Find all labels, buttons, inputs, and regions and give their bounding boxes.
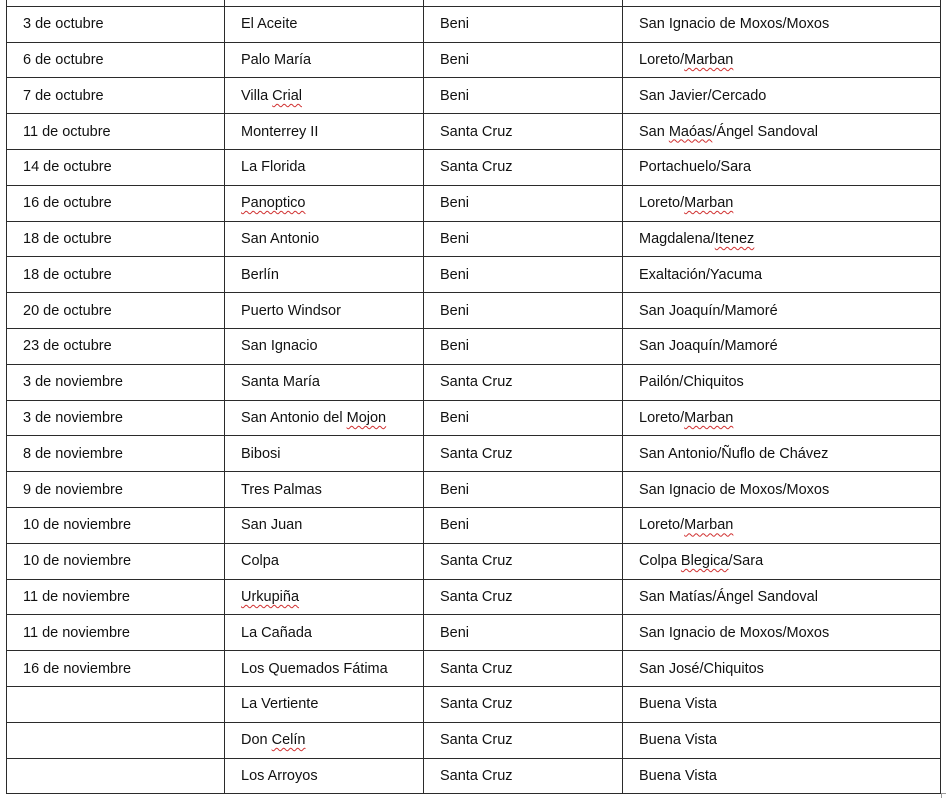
municipality-text: Buena Vista xyxy=(639,732,717,749)
date-cell[interactable]: 11 de noviembre xyxy=(7,615,225,651)
table-row xyxy=(7,758,941,794)
municipality-cell[interactable] xyxy=(623,722,941,758)
community-cell[interactable]: La Florida xyxy=(225,149,424,185)
municipality-text: Loreto/ xyxy=(639,51,685,68)
municipality-text: Loreto/ xyxy=(639,517,685,534)
table-row xyxy=(7,328,941,364)
community-text: Villa xyxy=(241,87,273,104)
municipality-cell[interactable] xyxy=(623,257,941,293)
municipality-cell[interactable] xyxy=(623,651,941,687)
table-row xyxy=(7,6,941,42)
spelling-flagged-word: Mojon xyxy=(346,409,387,426)
department-cell[interactable]: Beni xyxy=(424,257,623,293)
date-cell[interactable]: 6 de octubre xyxy=(7,42,225,78)
date-cell[interactable]: 18 de octubre xyxy=(7,221,225,257)
date-cell[interactable]: 3 de noviembre xyxy=(7,400,225,436)
community-cell[interactable] xyxy=(225,78,424,114)
spelling-flagged-word: Crial xyxy=(272,87,302,104)
date-cell[interactable]: 10 de noviembre xyxy=(7,543,225,579)
department-cell[interactable]: Beni xyxy=(424,42,623,78)
municipality-cell[interactable] xyxy=(623,615,941,651)
community-text: San Antonio del xyxy=(241,409,347,426)
department-cell[interactable]: Santa Cruz xyxy=(424,114,623,150)
date-cell[interactable] xyxy=(7,758,225,794)
department-cell[interactable]: Beni xyxy=(424,400,623,436)
spelling-flagged-word: Panoptico xyxy=(241,195,306,212)
community-cell[interactable]: Colpa xyxy=(225,543,424,579)
spelling-flagged-word: Marban xyxy=(684,195,734,212)
department-cell[interactable]: Beni xyxy=(424,615,623,651)
department-cell[interactable]: Beni xyxy=(424,472,623,508)
municipality-text-suffix: /Ángel Sandoval xyxy=(712,123,818,140)
municipality-cell[interactable] xyxy=(623,543,941,579)
municipality-text: Buena Vista xyxy=(639,767,717,784)
municipality-cell[interactable] xyxy=(623,42,941,78)
department-cell[interactable]: Beni xyxy=(424,6,623,42)
spelling-flagged-word: Maóas xyxy=(668,123,713,140)
municipality-cell[interactable] xyxy=(623,293,941,329)
municipality-cell[interactable] xyxy=(623,472,941,508)
community-cell[interactable]: San Juan xyxy=(225,507,424,543)
table-row xyxy=(7,686,941,722)
date-cell[interactable] xyxy=(7,686,225,722)
table-row xyxy=(7,42,941,78)
date-cell[interactable]: 8 de noviembre xyxy=(7,436,225,472)
department-cell[interactable]: Beni xyxy=(424,328,623,364)
table-row xyxy=(7,257,941,293)
community-cell[interactable]: Los Arroyos xyxy=(225,758,424,794)
municipality-cell[interactable] xyxy=(623,185,941,221)
municipality-cell[interactable] xyxy=(623,400,941,436)
municipality-cell[interactable] xyxy=(623,328,941,364)
municipality-text: San Ignacio de Moxos/Moxos xyxy=(639,481,830,498)
page-corner-marker xyxy=(941,793,946,798)
department-cell[interactable]: Santa Cruz xyxy=(424,543,623,579)
community-cell[interactable]: Palo María xyxy=(225,42,424,78)
municipality-cell[interactable] xyxy=(623,149,941,185)
municipality-cell[interactable] xyxy=(623,114,941,150)
date-cell[interactable]: 3 de octubre xyxy=(7,6,225,42)
municipality-text: San Joaquín/Mamoré xyxy=(639,338,778,355)
municipality-cell[interactable] xyxy=(623,686,941,722)
department-cell[interactable]: Santa Cruz xyxy=(424,758,623,794)
community-cell[interactable]: San Ignacio xyxy=(225,328,424,364)
date-cell[interactable]: 11 de octubre xyxy=(7,114,225,150)
community-cell[interactable]: La Cañada xyxy=(225,615,424,651)
department-cell[interactable]: Santa Cruz xyxy=(424,364,623,400)
table-row xyxy=(7,472,941,508)
community-cell[interactable] xyxy=(225,722,424,758)
table-row xyxy=(7,185,941,221)
department-cell[interactable]: Beni xyxy=(424,221,623,257)
spelling-flagged-word: Celín xyxy=(271,732,306,749)
municipality-cell[interactable] xyxy=(623,221,941,257)
table-row xyxy=(7,114,941,150)
department-cell[interactable]: Beni xyxy=(424,78,623,114)
spelling-flagged-word: Urkupiña xyxy=(241,588,300,605)
spelling-flagged-word: Marban xyxy=(684,517,734,534)
municipality-text: San Javier/Cercado xyxy=(639,87,767,104)
community-cell[interactable]: Berlín xyxy=(225,257,424,293)
table-row xyxy=(7,400,941,436)
date-cell[interactable]: 7 de octubre xyxy=(7,78,225,114)
department-cell[interactable]: Santa Cruz xyxy=(424,651,623,687)
date-cell[interactable]: 18 de octubre xyxy=(7,257,225,293)
municipality-text: Loreto/ xyxy=(639,409,685,426)
table-row xyxy=(7,293,941,329)
community-cell[interactable]: El Aceite xyxy=(225,6,424,42)
table-row xyxy=(7,507,941,543)
municipality-text: San Matías/Ángel Sandoval xyxy=(639,588,818,605)
community-cell[interactable]: Bibosi xyxy=(225,436,424,472)
date-cell[interactable]: 9 de noviembre xyxy=(7,472,225,508)
community-cell[interactable]: Santa María xyxy=(225,364,424,400)
department-cell[interactable]: Beni xyxy=(424,507,623,543)
community-cell[interactable]: Los Quemados Fátima xyxy=(225,651,424,687)
municipality-text-suffix: /Sara xyxy=(728,553,764,570)
date-cell[interactable]: 3 de noviembre xyxy=(7,364,225,400)
municipality-cell[interactable] xyxy=(623,436,941,472)
date-cell[interactable] xyxy=(7,722,225,758)
municipality-cell[interactable] xyxy=(623,6,941,42)
municipality-cell[interactable] xyxy=(623,78,941,114)
spelling-flagged-word: Blegica xyxy=(680,553,729,570)
table-row xyxy=(7,436,941,472)
table-row xyxy=(7,149,941,185)
department-cell[interactable]: Santa Cruz xyxy=(424,686,623,722)
department-cell[interactable]: Santa Cruz xyxy=(424,722,623,758)
date-cell[interactable]: 20 de octubre xyxy=(7,293,225,329)
municipality-text: Loreto/ xyxy=(639,195,685,212)
department-cell[interactable]: Beni xyxy=(424,185,623,221)
municipality-cell[interactable] xyxy=(623,364,941,400)
community-cell[interactable]: Puerto Windsor xyxy=(225,293,424,329)
department-cell[interactable]: Beni xyxy=(424,293,623,329)
table-row xyxy=(7,615,941,651)
date-cell[interactable]: 10 de noviembre xyxy=(7,507,225,543)
table-row xyxy=(7,579,941,615)
municipality-text: Portachuelo/Sara xyxy=(639,159,752,176)
municipality-text: Buena Vista xyxy=(639,696,717,713)
municipality-text: San Antonio/Ñuflo de Chávez xyxy=(639,445,829,462)
table-row xyxy=(7,543,941,579)
department-cell[interactable]: Santa Cruz xyxy=(424,149,623,185)
table-row xyxy=(7,221,941,257)
community-cell[interactable] xyxy=(225,579,424,615)
table-row xyxy=(7,722,941,758)
community-cell[interactable]: Tres Palmas xyxy=(225,472,424,508)
spelling-flagged-word: Marban xyxy=(684,51,734,68)
date-cell[interactable]: 16 de octubre xyxy=(7,185,225,221)
spelling-flagged-word: Itenez xyxy=(714,230,755,247)
municipality-text: Exaltación/Yacuma xyxy=(639,266,763,283)
table-row xyxy=(7,364,941,400)
community-cell[interactable]: San Antonio xyxy=(225,221,424,257)
community-text: Don xyxy=(241,732,272,749)
municipality-text: San Ignacio de Moxos/Moxos xyxy=(639,624,830,641)
table-body xyxy=(7,0,941,794)
document-table xyxy=(6,0,941,794)
department-cell[interactable]: Santa Cruz xyxy=(424,579,623,615)
municipality-text: San xyxy=(639,123,669,140)
municipality-text: Colpa xyxy=(639,553,681,570)
community-cell[interactable]: Monterrey II xyxy=(225,114,424,150)
municipality-text: San Joaquín/Mamoré xyxy=(639,302,778,319)
municipality-cell[interactable] xyxy=(623,507,941,543)
municipality-cell[interactable] xyxy=(623,579,941,615)
municipality-text: Magdalena/ xyxy=(639,230,715,247)
table-row xyxy=(7,78,941,114)
date-cell[interactable]: 16 de noviembre xyxy=(7,651,225,687)
community-cell[interactable] xyxy=(225,185,424,221)
spelling-flagged-word: Marban xyxy=(684,409,734,426)
date-cell[interactable]: 14 de octubre xyxy=(7,149,225,185)
date-cell[interactable]: 11 de noviembre xyxy=(7,579,225,615)
date-cell[interactable]: 23 de octubre xyxy=(7,328,225,364)
table-row xyxy=(7,651,941,687)
community-cell[interactable] xyxy=(225,400,424,436)
municipality-cell[interactable] xyxy=(623,758,941,794)
municipality-text: San José/Chiquitos xyxy=(639,660,764,677)
community-cell[interactable]: La Vertiente xyxy=(225,686,424,722)
department-cell[interactable]: Santa Cruz xyxy=(424,436,623,472)
municipality-text: San Ignacio de Moxos/Moxos xyxy=(639,16,830,33)
municipality-text: Pailón/Chiquitos xyxy=(639,374,744,391)
